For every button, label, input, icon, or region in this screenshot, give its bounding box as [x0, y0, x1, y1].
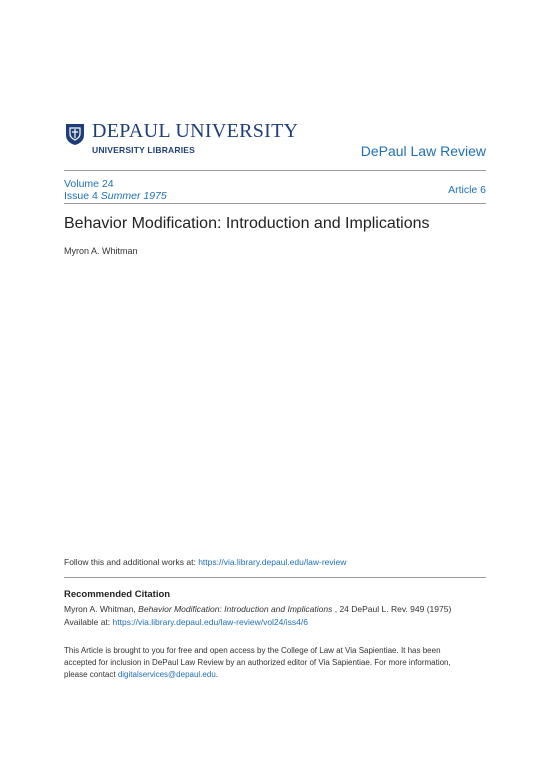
contact-suffix: . — [215, 670, 219, 679]
available-line — [64, 616, 451, 629]
university-seal-icon — [64, 122, 86, 146]
follow-text: Follow this and additional works at: — [64, 557, 199, 567]
citation-line — [64, 603, 451, 616]
citation-block — [64, 603, 451, 629]
university-libraries-label: UNIVERSITY LIBRARIES — [92, 145, 196, 155]
citation-title: Behavior Modification: Introduction and Implications — [138, 604, 333, 614]
citation-source: , 24 DePaul L. Rev. 949 (1975) — [332, 604, 452, 614]
article-permalink[interactable]: https://via.library.depaul.edu/law-review/vol24/iss4/6 — [112, 617, 308, 627]
contact-prefix: please contact — [64, 670, 118, 679]
header-divider — [64, 170, 486, 171]
contact-email-link[interactable]: digitalservices@depaul.edu — [117, 670, 216, 679]
issue-number: Issue 4 — [64, 190, 98, 202]
citation-author: Myron A. Whitman, — [64, 604, 139, 614]
citation-divider — [64, 577, 486, 578]
issue-divider — [64, 203, 486, 204]
author-name: Myron A. Whitman — [64, 246, 138, 256]
open-access-line-2: accepted for inclusion in DePaul Law Review by an authorized editor of Via Sapientiae. For more information, — [64, 658, 451, 667]
journal-title[interactable]: DePaul Law Review — [360, 143, 486, 159]
available-label: Available at: — [64, 617, 113, 627]
open-access-statement — [64, 645, 494, 681]
university-name: DEPAUL UNIVERSITY — [92, 120, 299, 142]
recommended-citation-heading: Recommended Citation — [64, 589, 171, 600]
article-title: Behavior Modification: Introduction and Implications — [64, 215, 430, 232]
depaul-university-libraries-logo — [64, 120, 299, 162]
volume-link[interactable]: Volume 24 — [64, 178, 114, 190]
open-access-line-3 — [64, 669, 494, 681]
issue-season: Summer 1975 — [100, 190, 167, 202]
open-access-line-1: This Article is brought to you for free and open access by the College of Law at Via Sapientiae. It has been — [64, 646, 441, 655]
follow-line — [64, 557, 346, 567]
article-number[interactable]: Article 6 — [448, 184, 486, 196]
volume-issue-block — [64, 178, 167, 202]
issue-link[interactable] — [64, 190, 167, 202]
law-review-link[interactable]: https://via.library.depaul.edu/law-review — [198, 557, 347, 567]
